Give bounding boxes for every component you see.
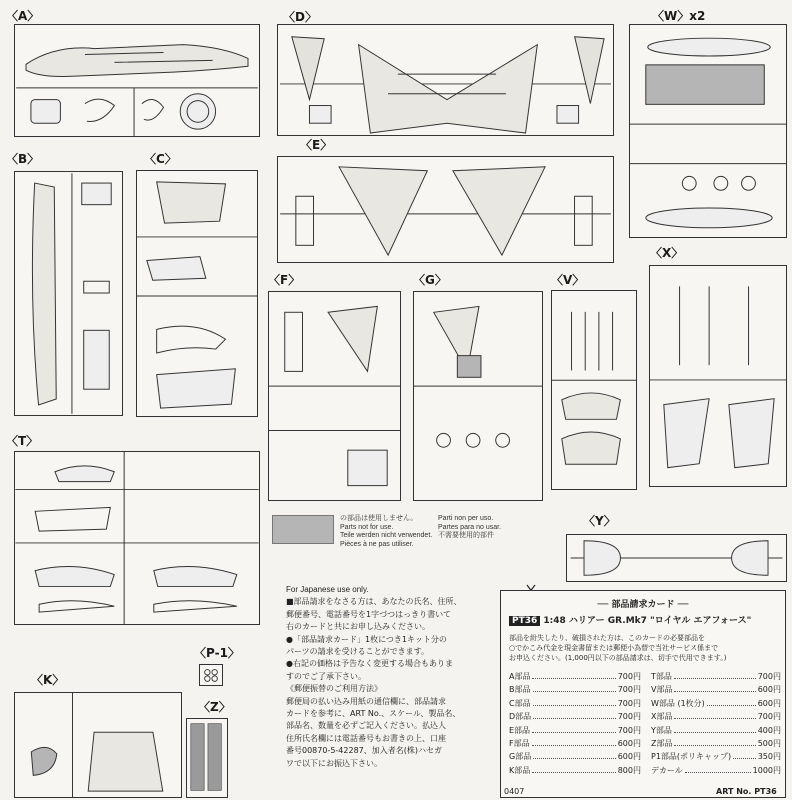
notice-it: Parti non per uso. [438, 515, 494, 522]
sprue-c-drawing [137, 171, 257, 416]
card-desc-line: 部品を紛失したり、破損された方は、このカードの必要部品を [509, 634, 705, 642]
card-price-row [509, 751, 641, 762]
sprue-label-f: 〈F〉 [268, 273, 301, 287]
card-price-row [651, 671, 781, 682]
part-name: C部品 [509, 698, 531, 708]
leader-dots [674, 738, 755, 746]
instruction-line: ワで以下にお振込下さい。 [286, 758, 382, 768]
card-price-row [651, 711, 781, 722]
sprue-e-drawing [278, 157, 613, 262]
card-product-line [509, 613, 751, 626]
part-name: G部品 [509, 752, 532, 762]
part-name: E部品 [509, 725, 531, 735]
part-price: 800円 [617, 765, 641, 775]
instruction-line: カードを参考に、ART No.、スケール、製品名、 [286, 709, 461, 719]
leader-dots [533, 684, 616, 692]
sprue-e [277, 156, 614, 263]
notice-en: Parts not for use. [340, 523, 394, 531]
part-price: 700円 [617, 712, 641, 722]
sprue-f [268, 291, 401, 501]
sprue-label-a: 〈A〉 [6, 9, 40, 23]
card-code: PT36 [509, 616, 540, 626]
instruction-line: 住所氏名欄には電話番号もお書きの上、口座 [286, 733, 446, 743]
part-name: F部品 [509, 739, 530, 748]
sprue-label-b: 〈B〉 [6, 152, 40, 166]
instruction-line: 部品名、数量を必ずご記入ください。払込人 [286, 721, 446, 731]
sprue-label-e: 〈E〉 [300, 138, 333, 152]
sprue-label-z: 〈Z〉 [198, 700, 231, 714]
sprue-a-drawing [15, 25, 259, 136]
leader-dots [685, 765, 751, 773]
card-price-row [509, 684, 641, 695]
sprue-k [14, 692, 182, 798]
sprue-w-drawing [630, 25, 786, 237]
leader-dots [532, 738, 616, 746]
instruction-line: ■部品請求をなさる方は、あなたの氏名、住所、 [286, 597, 462, 607]
sprue-y-drawing [567, 535, 786, 581]
sprue-label-k: 〈K〉 [31, 673, 65, 687]
sprue-t-drawing [15, 452, 259, 624]
sprue-t [14, 451, 260, 625]
part-name: Z部品 [651, 739, 673, 748]
card-footer-right: ART No. PT36 [716, 787, 777, 796]
card-desc-line: お申込ください。(1,000円以下の部品請求は、切手で代用できます。) [509, 654, 727, 662]
instruction-line: 郵便番号、電話番号を1字づつはっきり書いて [286, 609, 452, 619]
leader-dots [532, 765, 615, 773]
sprue-v [551, 290, 637, 490]
unused-notice-block [340, 515, 432, 549]
sprue-label-c: 〈C〉 [144, 152, 177, 166]
instruction-line: 番号00870-5-42287、加入者名(株)ハセガ [286, 746, 443, 756]
sprue-a [14, 24, 260, 137]
leader-dots [674, 711, 755, 719]
notice-zh: 不需要使用的部件 [438, 532, 494, 540]
sprue-p1 [199, 664, 223, 686]
card-price-row [651, 738, 781, 749]
for-japanese-label: For Japanese use only. [286, 585, 369, 594]
card-price-row [651, 698, 781, 709]
card-product: 1:48 ハリアー GR.Mk7 "ロイヤル エアフォース" [543, 616, 752, 626]
leader-dots [733, 751, 756, 759]
part-name: V部品 [651, 685, 673, 695]
leader-dots [533, 751, 616, 759]
sprue-label-x: 〈X〉 [650, 246, 684, 260]
sprue-f-drawing [269, 292, 400, 500]
sprue-label-d: 〈D〉 [283, 10, 317, 24]
sprue-g [413, 291, 543, 501]
card-desc-line: ○でかこみ代金を現金書留または郵便小為替で当社サービス係まで [509, 644, 719, 652]
sprue-b [14, 171, 123, 416]
part-name: K部品 [509, 765, 531, 775]
part-name: D部品 [509, 712, 532, 722]
instruction-line: パーツの請求を受けることができます。 [286, 647, 430, 657]
card-price-row [651, 725, 781, 736]
sprue-b-drawing [15, 172, 122, 415]
part-name: T部品 [651, 672, 672, 681]
sprue-label-y: 〈Y〉 [583, 514, 616, 528]
card-price-row [509, 725, 641, 736]
sprue-label-t: 〈T〉 [6, 434, 39, 448]
card-price-row [509, 711, 641, 722]
part-name: B部品 [509, 685, 531, 695]
card-price-row [651, 684, 781, 695]
sprue-v-drawing [552, 291, 636, 489]
part-price: 350円 [757, 752, 781, 762]
sprue-x-drawing [650, 266, 786, 486]
card-price-row [509, 738, 641, 749]
notice-jp: の部品は使用しません。 [340, 515, 418, 522]
sprue-d-drawing [278, 25, 613, 135]
part-price: 700円 [617, 672, 641, 681]
part-name: W部品 (1枚分) [651, 698, 705, 708]
leader-dots [707, 698, 756, 706]
postal-title: 《郵便振替のご利用方法》 [286, 684, 382, 694]
sprue-c [136, 170, 258, 417]
part-name: X部品 [651, 712, 673, 722]
sprue-y [566, 534, 787, 582]
instruction-line: 郵便局の払い込み用紙の通信欄に、部品請求 [286, 696, 446, 706]
japanese-instructions [286, 584, 496, 770]
sprue-label-p1: 〈P-1〉 [194, 646, 240, 660]
notice-fr: Pièces à ne pas utiliser. [340, 540, 414, 548]
sprue-k-drawing [15, 693, 181, 797]
part-price: 700円 [617, 685, 641, 695]
part-name: Y部品 [651, 725, 672, 735]
leader-dots [533, 698, 616, 706]
part-name: デカール [651, 765, 683, 775]
card-title: ── 部品請求カード ── [597, 600, 689, 610]
notice-de: Teile werden nicht verwendet. [340, 532, 433, 540]
sprue-p1-drawing [200, 665, 222, 685]
part-price: 600円 [757, 685, 781, 695]
instruction-line: ●右記の価格は予告なく変更する場合もありま [286, 659, 453, 669]
part-price: 700円 [617, 698, 641, 708]
card-price-row [509, 671, 641, 682]
part-name: A部品 [509, 672, 531, 681]
card-footer-left: 0407 [504, 787, 525, 796]
leader-dots [532, 725, 616, 733]
sprue-x [649, 265, 787, 487]
parts-request-card [500, 590, 786, 798]
part-price: 700円 [757, 672, 781, 681]
notice-es: Partes para no usar. [438, 523, 502, 531]
sprue-label-w: 〈W〉x2 [652, 9, 706, 23]
part-price: 700円 [757, 712, 781, 722]
part-price: 400円 [757, 725, 781, 735]
sprue-d [277, 24, 614, 136]
card-description [509, 633, 781, 663]
part-price: 1000円 [752, 765, 781, 775]
sprue-label-v: 〈V〉 [551, 273, 585, 287]
sprue-g-drawing [414, 292, 542, 500]
sprue-label-g: 〈G〉 [413, 273, 447, 287]
instruction-line: 右のカードと共にお申し込みください。 [286, 622, 430, 632]
part-price: 700円 [617, 725, 641, 735]
sprue-w [629, 24, 787, 238]
card-price-row [509, 698, 641, 709]
part-price: 500円 [757, 739, 781, 748]
part-price: 600円 [617, 752, 641, 762]
leader-dots [674, 684, 755, 692]
unused-parts-swatch [272, 515, 334, 544]
leader-dots [533, 711, 616, 719]
instruction-line: すのでご了承下さい。 [286, 671, 366, 681]
part-price: 600円 [757, 698, 781, 708]
instruction-line: ●「部品請求カード」1枚につき1キット分の [286, 634, 447, 644]
card-price-row [651, 751, 781, 762]
leader-dots [532, 671, 615, 679]
part-name: P1部品(ポリキャップ) [651, 752, 732, 762]
card-price-row [651, 765, 781, 776]
sprue-z [186, 718, 228, 798]
leader-dots [674, 725, 756, 733]
card-price-row [509, 765, 641, 776]
unused-notice-block-2 [438, 515, 501, 541]
part-price: 600円 [617, 739, 641, 748]
sprue-z-drawing [187, 719, 227, 797]
leader-dots [674, 671, 756, 679]
